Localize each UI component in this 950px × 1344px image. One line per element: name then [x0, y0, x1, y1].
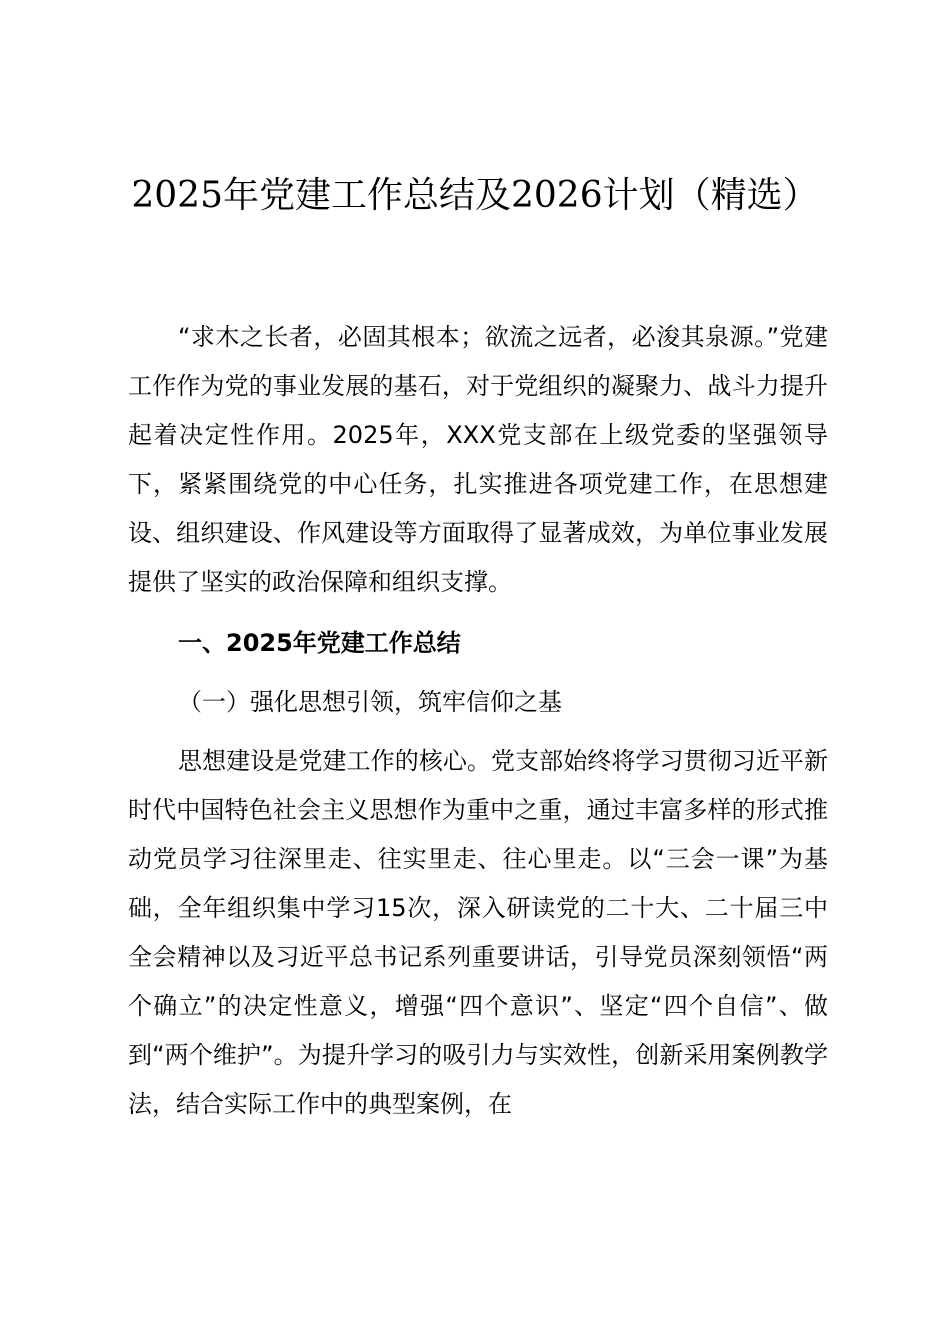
- document-title: 2025年党建工作总结及2026计划（精选）: [131, 175, 819, 216]
- document-body: [128, 313, 828, 1129]
- section-heading: 一、2025年党建工作总结: [178, 629, 461, 657]
- intro-paragraph: “求木之长者，必固其根本；欲流之远者，必浚其泉源。”党建工作作为党的事业发展的基石，对于党组织的凝聚力、战斗力提升起着决定性作用。2025年，XXX党支部在上级党委的坚强领导下，紧紧围绕党的中心任务，扎实推进各项党建工作，在思想建设、组织建设、作风建设等方面取得了显著成效，为单位事业发展提供了坚实的政治保障和组织支撑。: [128, 323, 828, 596]
- subsection-heading: （一）强化思想引领，筑牢信仰之基: [178, 688, 562, 716]
- body-paragraph: 思想建设是党建工作的核心。党支部始终将学习贯彻习近平新时代中国特色社会主义思想作为重中之重，通过丰富多样的形式推动党员学习往深里走、往实里走、往心里走。以“三会一课”为基础，全年组织集中学习15次，深入研读党的二十大、二十届三中全会精神以及习近平总书记系列重要讲话，引导党员深刻领悟“两个确立”的决定性意义，增强“四个意识”、坚定“四个自信”、做到“两个维护”。为提升学习的吸引力与实效性，创新采用案例教学法，结合实际工作中的典型案例，在: [128, 747, 828, 1118]
